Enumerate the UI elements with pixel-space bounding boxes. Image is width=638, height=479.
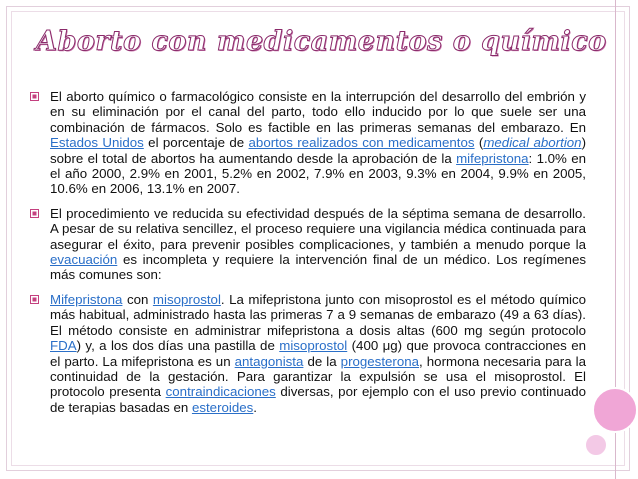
pink-circle-large: [593, 388, 637, 432]
link-misoprostol[interactable]: misoprostol: [152, 291, 221, 307]
bullet-item: [30, 206, 586, 283]
bullet-text: (400 μg) que provoca contracciones en el parto. La mifepristona es un: [50, 338, 586, 369]
bullet-square-icon: [30, 92, 39, 101]
bullet-list: [30, 89, 586, 424]
slide-title: Aborto con medicamentos o químico: [36, 26, 607, 57]
link-antagonista[interactable]: antagonista: [234, 353, 304, 369]
bullet-text: .: [253, 399, 257, 415]
bullet-text: diversas, por ejemplo con el uso previo continuado de terapias basadas en: [50, 384, 586, 415]
link-mifepristona[interactable]: Mifepristona: [50, 291, 123, 307]
bullet-square-icon: [30, 295, 39, 304]
link-evacuaci-n[interactable]: evacuación: [50, 252, 118, 268]
bullet-text: ) sobre el total de abortos ha aumentando desde la aprobación de la: [50, 135, 587, 166]
bullet-text: es incompleta y requiere la intervención final de un médico. Los regímenes más comunes son:: [50, 252, 586, 283]
bullet-text: El aborto químico o farmacológico consiste en la interrupción del desarrollo del embrión y en su eliminación por el canal del parto, todo ello inducido por lo que suele ser una combinación de fármacos. Solo es factible en las primeras semanas del embarazo. En: [50, 89, 586, 135]
link-esteroides[interactable]: esteroides: [191, 399, 254, 415]
bullet-text: de la: [303, 353, 341, 369]
bullet-text: El procedimiento ve reducida su efectividad después de la séptima semana de desarrollo. A pesar de su relativa sencillez, el proceso requiere una vigilancia médica continuada para asegurar el éxito, para prevenir posibles complicaciones, y también a menudo porque la: [50, 205, 586, 252]
bullet-text: , hormona necesaria para la continuidad de la gestación. Para garantizar la expulsión se usa el misoprostol. El protocolo presenta: [50, 353, 586, 400]
bullet-item: [30, 89, 586, 197]
bullet-text: . La mifepristona junto con misoprostol es el método químico más habitual, administrado hasta las primeras 7 a 9 semanas de embarazo (49 a 63 días). El método consiste en administrar mifepristona a dosis altas (600 mg según protocolo: [50, 291, 587, 338]
link-mifepristona[interactable]: mifepristona: [456, 150, 529, 166]
bullet-text: con: [122, 291, 153, 307]
link-contraindicaciones[interactable]: contraindicaciones: [165, 384, 276, 400]
bullet-text: : 1.0% en el año 2000, 2.9% en 2001, 5.2% en 2002, 7.9% en 2003, 9.3% en 2004, 9.9% en 2005, 10.6% en 2006, 13.1% en 2007.: [50, 150, 587, 197]
bullet-text: (: [474, 135, 484, 151]
link-medical-abortion[interactable]: medical abortion: [483, 135, 582, 151]
bullet-item: [30, 292, 586, 415]
link-estados-unidos[interactable]: Estados Unidos: [50, 135, 144, 151]
bullet-square-icon: [30, 209, 39, 218]
link-progesterona[interactable]: progesterona: [340, 353, 420, 369]
link-misoprostol[interactable]: misoprostol: [279, 338, 348, 354]
bullet-text: ) y, a los dos días una pastilla de: [76, 338, 280, 354]
bullet-text: el porcentaje de: [143, 135, 249, 151]
link-abortos-realizados-con-medicamentos[interactable]: abortos realizados con medicamentos: [248, 135, 475, 151]
link-fda[interactable]: FDA: [50, 338, 77, 354]
pink-circle-small: [585, 434, 607, 456]
